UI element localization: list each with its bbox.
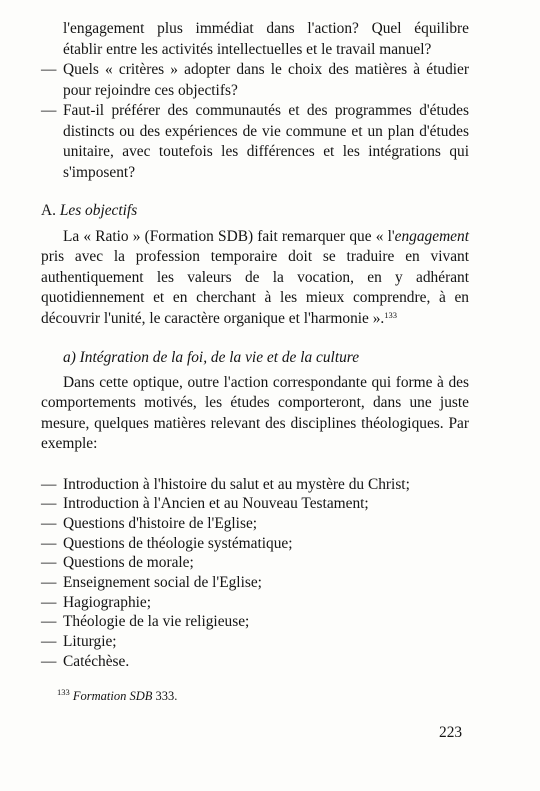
question-text: Quels « critères » adopter dans le choix des matières à étudier pour rejoindre ces objectifs? bbox=[63, 61, 469, 99]
footnote-source: Formation SDB bbox=[72, 689, 153, 703]
list-item-text: Catéchèse. bbox=[63, 652, 130, 670]
list-item-text: Introduction à l'histoire du salut et au mystère du Christ; bbox=[63, 475, 410, 493]
intro-continuation bbox=[41, 19, 469, 60]
question-text: Faut-il préférer des communautés et des programmes d'études distincts ou des expériences de vie commune et un plan d'études unitaire, avec toutefois les différences et les intégrations qui s'imposent? bbox=[63, 102, 469, 181]
dash-marker: — bbox=[41, 514, 57, 532]
paragraph-text-start: La « Ratio » (Formation SDB) fait remarquer que « l' bbox=[63, 227, 395, 245]
list-item-text: Questions de morale; bbox=[63, 554, 194, 572]
paragraph-text-end: pris avec la profession temporaire doit se traduire en vivant authentiquement les valeurs de la vocation, en y adhérant quotidiennement et en cherchant à les mieux comprendre, à en découvrir l'unité, le caractère organique et l'harmonie ». bbox=[41, 248, 469, 327]
footnote-number: 133 bbox=[57, 687, 70, 697]
list-item-text: Théologie de la vie religieuse; bbox=[63, 613, 250, 631]
subsection-heading: a) Intégration de la foi, de la vie et de la culture bbox=[63, 349, 360, 366]
dash-marker: — bbox=[41, 534, 57, 552]
dash-marker: — bbox=[41, 613, 57, 631]
subject-list bbox=[41, 475, 469, 672]
emphasized-word: engagement bbox=[394, 227, 469, 245]
subsection-paragraph: Dans cette optique, outre l'action correspondante qui forme à des comportements motivés, les études comporteront, dans une juste mesure, quelques matières relevant des disciplines théologiques. Par exemple: bbox=[41, 373, 469, 452]
list-item bbox=[41, 534, 469, 554]
list-item-text: Questions de théologie systématique; bbox=[63, 534, 293, 552]
dash-marker: — bbox=[41, 475, 57, 493]
intro-line-1: l'engagement plus immédiat dans l'action? Quel équilibre bbox=[63, 20, 469, 37]
section-letter: A. bbox=[41, 202, 56, 219]
list-item-text: Enseignement social de l'Eglise; bbox=[63, 574, 262, 592]
list-item-text: Introduction à l'Ancien et au Nouveau Testament; bbox=[63, 495, 369, 513]
dash-marker: — bbox=[41, 633, 57, 651]
footnote-text: 333. bbox=[152, 689, 178, 703]
footnote bbox=[57, 686, 177, 707]
question-item bbox=[41, 60, 469, 101]
list-item-text: Questions d'histoire de l'Eglise; bbox=[63, 514, 258, 532]
footnote-reference[interactable]: 133 bbox=[384, 309, 398, 320]
dash-marker: — bbox=[41, 102, 57, 119]
list-item bbox=[41, 593, 469, 613]
intro-line-2: établir entre les activités intellectuelles et le travail manuel? bbox=[63, 40, 432, 58]
dash-marker: — bbox=[41, 593, 57, 611]
section-a-paragraph bbox=[41, 227, 469, 330]
dash-marker: — bbox=[41, 495, 57, 513]
list-item bbox=[41, 612, 469, 632]
page-number: 223 bbox=[439, 724, 463, 741]
list-item bbox=[41, 475, 469, 495]
list-item bbox=[41, 553, 469, 573]
list-item bbox=[41, 514, 469, 534]
list-item bbox=[41, 494, 469, 514]
question-item bbox=[41, 101, 469, 183]
dash-marker: — bbox=[41, 554, 57, 572]
question-list bbox=[41, 60, 469, 183]
page-body bbox=[41, 19, 469, 672]
section-a-heading bbox=[41, 201, 469, 222]
list-item-text: Liturgie; bbox=[63, 633, 117, 651]
dash-marker: — bbox=[41, 652, 57, 670]
dash-marker: — bbox=[41, 574, 57, 592]
list-item bbox=[41, 652, 469, 672]
list-item bbox=[41, 632, 469, 652]
section-title: Les objectifs bbox=[59, 202, 138, 219]
list-item-text: Hagiographie; bbox=[63, 593, 152, 611]
list-item bbox=[41, 573, 469, 593]
dash-marker: — bbox=[41, 61, 57, 78]
